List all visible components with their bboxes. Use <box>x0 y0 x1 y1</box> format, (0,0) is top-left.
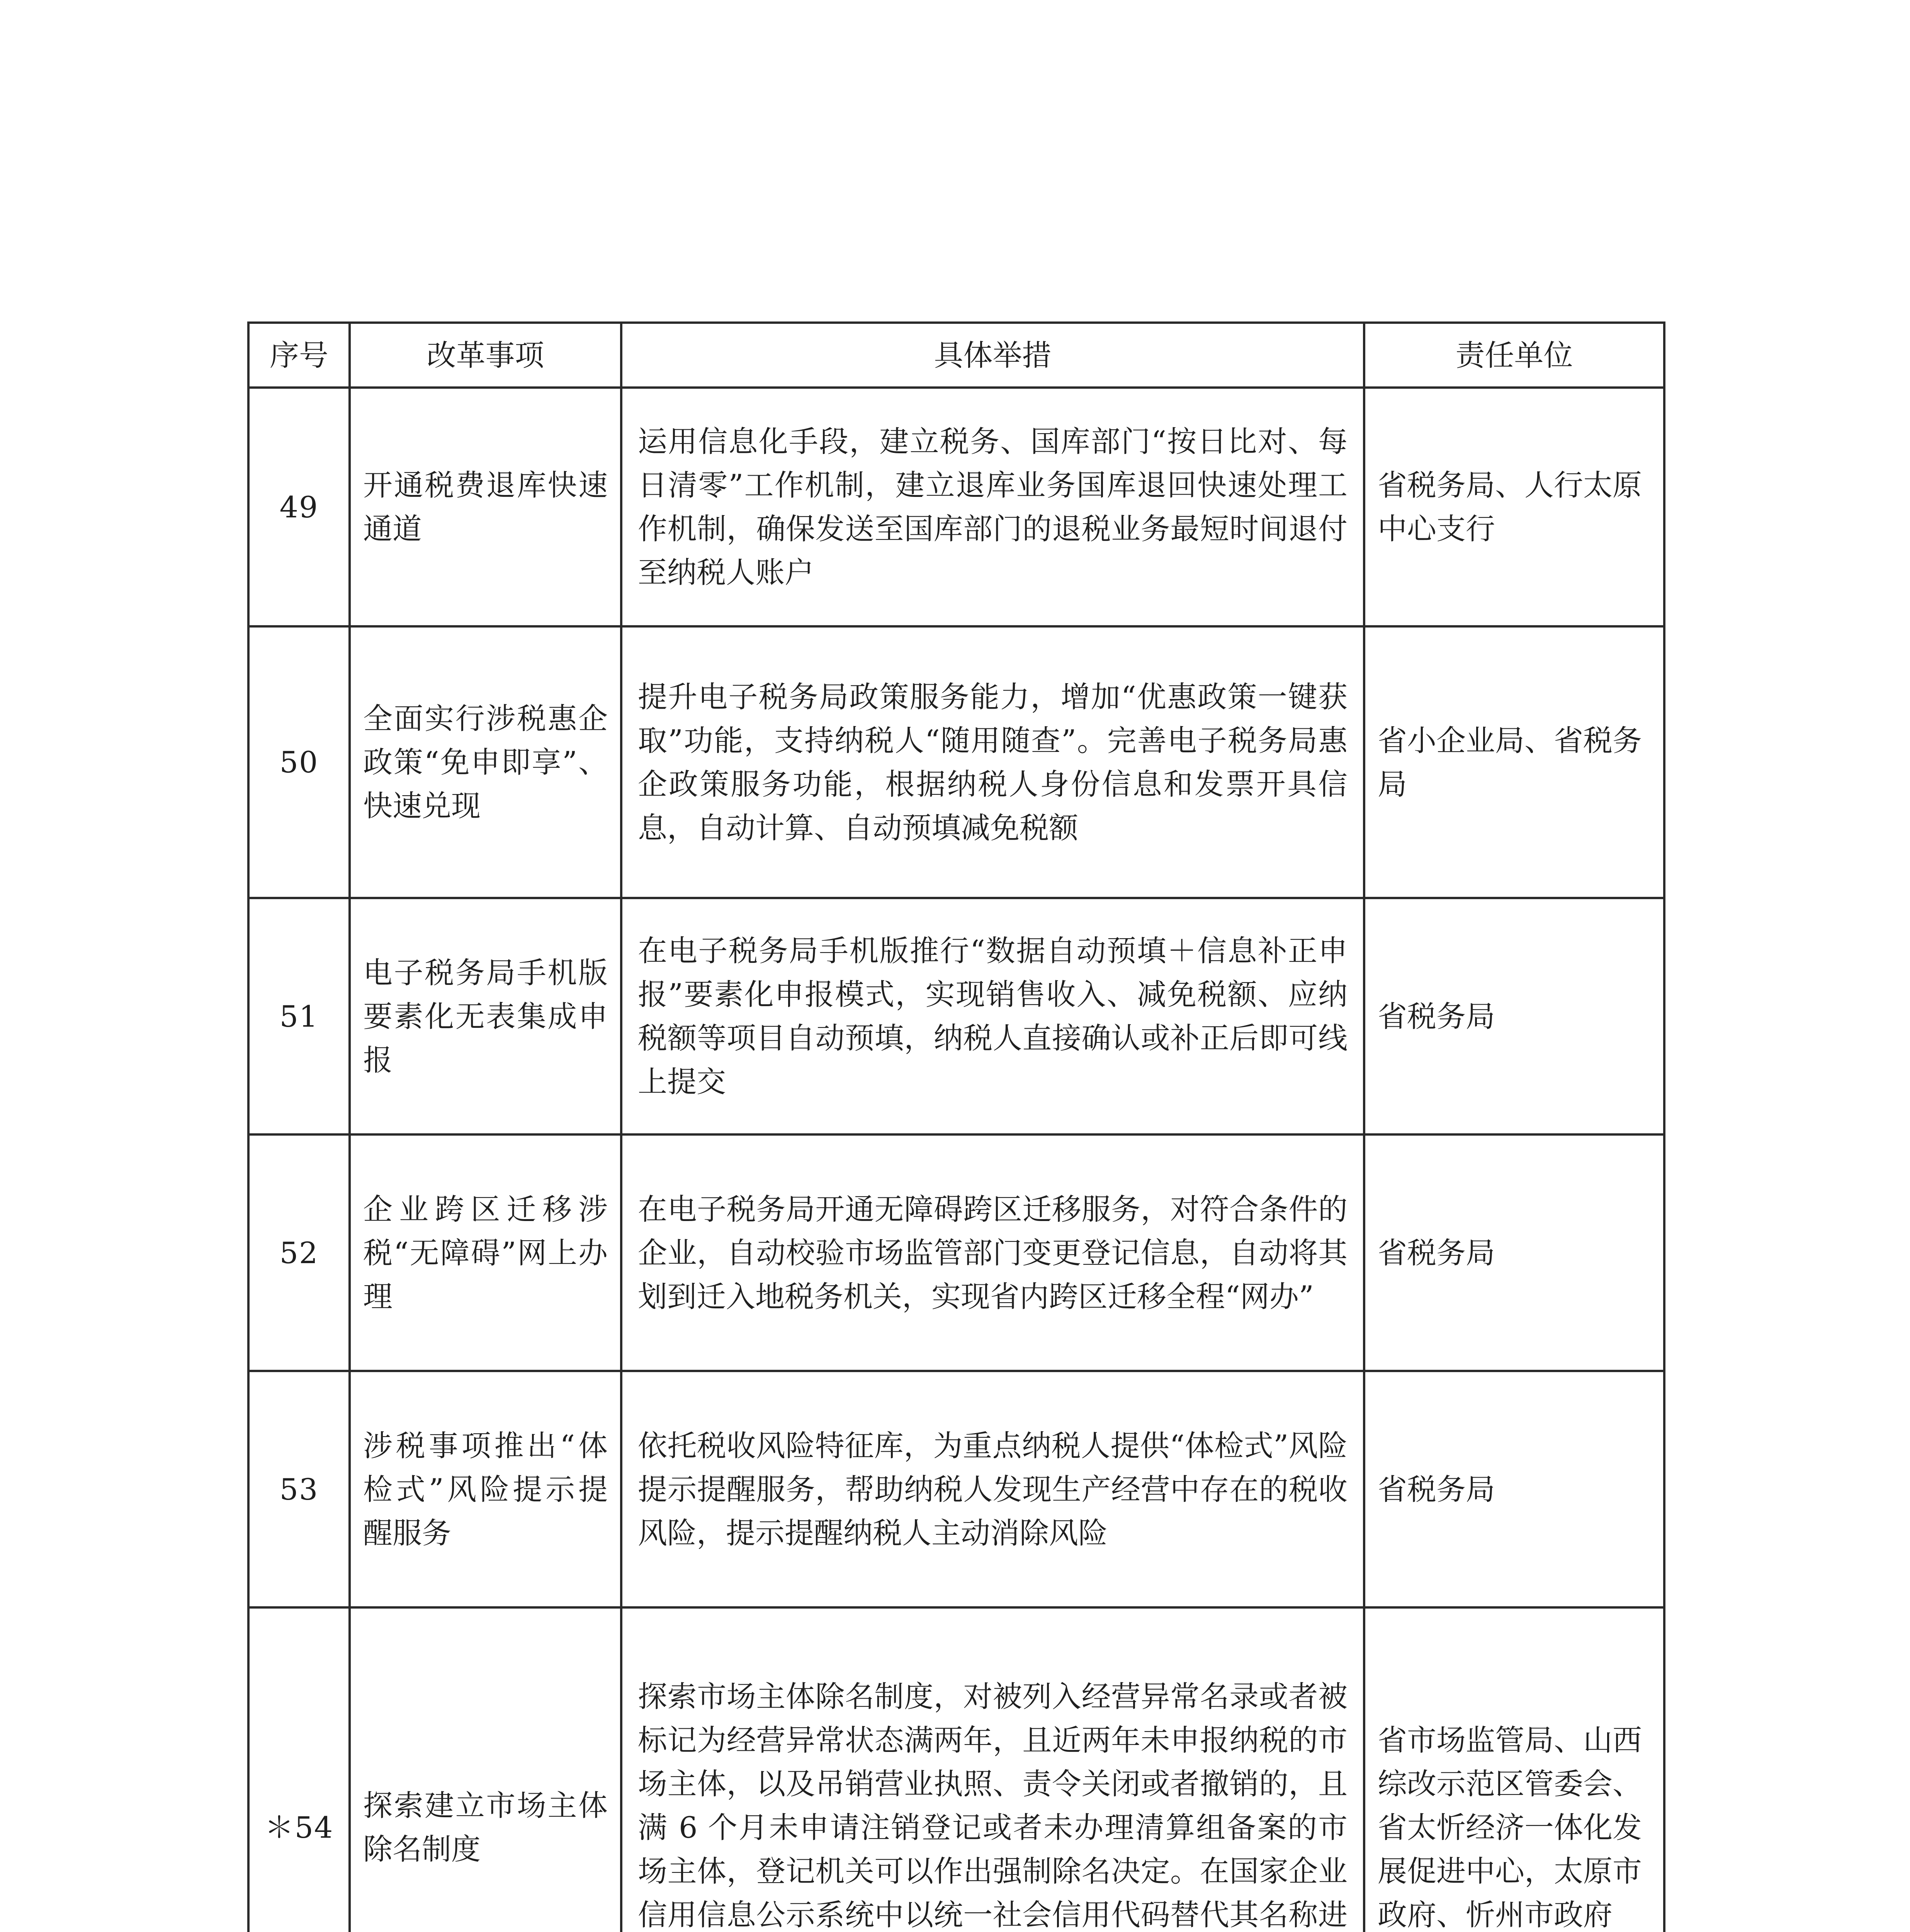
row-reform-item: 开通税费退库快速通道 <box>350 388 621 626</box>
row-reform-item: 全面实行涉税惠企政策“免申即享”、快速兑现 <box>350 626 621 898</box>
row-measures: 依托税收风险特征库，为重点纳税人提供“体检式”风险提示提醒服务，帮助纳税人发现生产经营中存在的税收风险，提示提醒纳税人主动消除风险 <box>621 1371 1364 1607</box>
header-reform-item: 改革事项 <box>350 323 621 388</box>
table-row <box>248 1134 1664 1371</box>
row-responsible-unit: 省税务局 <box>1364 1134 1664 1371</box>
row-seq: ＊54 <box>248 1607 350 1932</box>
row-measures: 探索市场主体除名制度，对被列入经营异常名录或者被标记为经营异常状态满两年，且近两年未申报纳税的市场主体，以及吊销营业执照、责令关闭或者撤销的，且满 6 个月未申请注销登记或者未办理清算组备案的市场主体，登记机关可以作出强制除名决定。在国家企业信用信息公示系统中以统一社会信用代码替代其名称进 <box>621 1607 1364 1932</box>
row-responsible-unit: 省税务局 <box>1364 898 1664 1134</box>
table-row <box>248 898 1664 1134</box>
reform-measures-table <box>247 321 1665 1932</box>
row-responsible-unit: 省税务局、人行太原中心支行 <box>1364 388 1664 626</box>
table-row <box>248 1607 1664 1932</box>
header-seq: 序号 <box>248 323 350 388</box>
header-responsible-unit: 责任单位 <box>1364 323 1664 388</box>
row-measures: 在电子税务局手机版推行“数据自动预填＋信息补正申报”要素化申报模式，实现销售收入、减免税额、应纳税额等项目自动预填，纳税人直接确认或补正后即可线上提交 <box>621 898 1364 1134</box>
row-responsible-unit: 省税务局 <box>1364 1371 1664 1607</box>
table-row <box>248 626 1664 898</box>
row-seq: 50 <box>248 626 350 898</box>
row-reform-item: 涉税事项推出“体检式”风险提示提醒服务 <box>350 1371 621 1607</box>
table-row <box>248 388 1664 626</box>
row-reform-item: 电子税务局手机版要素化无表集成申报 <box>350 898 621 1134</box>
row-seq: 52 <box>248 1134 350 1371</box>
row-measures: 提升电子税务局政策服务能力，增加“优惠政策一键获取”功能，支持纳税人“随用随查”。完善电子税务局惠企政策服务功能，根据纳税人身份信息和发票开具信息，自动计算、自动预填减免税额 <box>621 626 1364 898</box>
table-row <box>248 1371 1664 1607</box>
row-reform-item: 探索建立市场主体除名制度 <box>350 1607 621 1932</box>
row-measures: 在电子税务局开通无障碍跨区迁移服务，对符合条件的企业，自动校验市场监管部门变更登记信息，自动将其划到迁入地税务机关，实现省内跨区迁移全程“网办” <box>621 1134 1364 1371</box>
row-responsible-unit: 省市场监管局、山西综改示范区管委会、省太忻经济一体化发展促进中心，太原市政府、忻州市政府 <box>1364 1607 1664 1932</box>
header-measures: 具体举措 <box>621 323 1364 388</box>
row-seq: 51 <box>248 898 350 1134</box>
row-reform-item: 企业跨区迁移涉税“无障碍”网上办理 <box>350 1134 621 1371</box>
row-seq: 49 <box>248 388 350 626</box>
row-measures: 运用信息化手段，建立税务、国库部门“按日比对、每日清零”工作机制，建立退库业务国库退回快速处理工作机制，确保发送至国库部门的退税业务最短时间退付至纳税人账户 <box>621 388 1364 626</box>
table-header-row <box>248 323 1664 388</box>
row-seq: 53 <box>248 1371 350 1607</box>
row-responsible-unit: 省小企业局、省税务局 <box>1364 626 1664 898</box>
